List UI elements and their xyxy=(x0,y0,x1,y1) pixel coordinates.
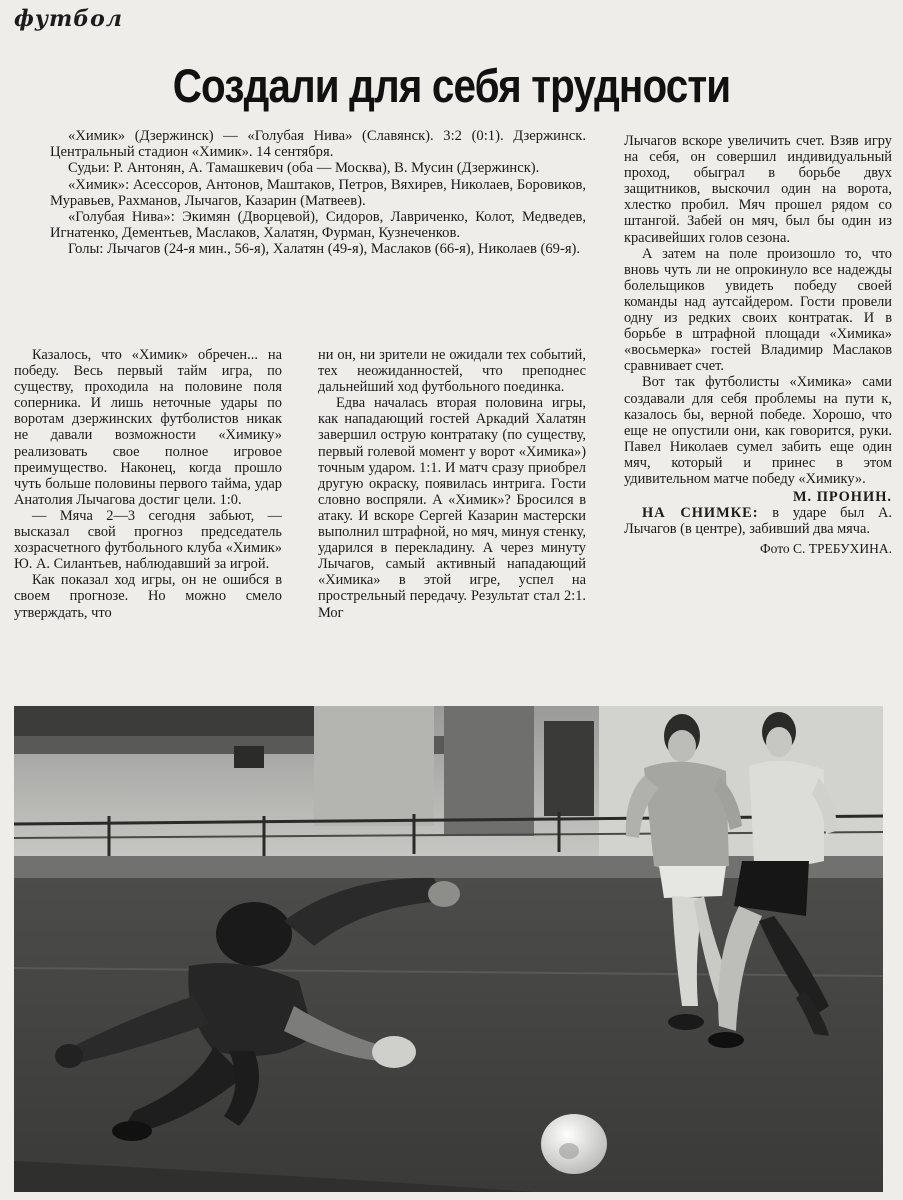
paragraph: Едва началась вторая половина игры, как нападающий гостей Аркадий Халатян завершил острую контратаку (по существу, первый голевой момент у ворот «Химика») точным ударом. 1:1. И матч сразу приобрел другую окраску, появилась интрига. Гости словно воспряли. А «Химик»? Бросился в атаку. И вскоре Сергей Казарин мастерски выполнил штрафной, но мяч, минуя стенку, ударился в перекладину. А через минуту Лычагов, самый активный нападающий «Химика» в этой игре, успел на прострельный передачу. Результат стал 2:1. Мог xyxy=(318,395,586,621)
match-info-block xyxy=(50,128,586,258)
match-referees: Судьи: Р. Антонян, А. Тамашкевич (оба — Москва), В. Мусин (Дзержинск). xyxy=(68,160,540,177)
article-column-2 xyxy=(318,347,586,621)
author-signature: М. ПРОНИН. xyxy=(792,489,892,506)
photo-caption xyxy=(624,505,892,537)
match-result: «Химик» (Дзержинск) — «Голубая Нива» (Славянск). 3:2 (0:1). Дзержинск. Центральный стадион «Химик». 14 сентября. xyxy=(50,128,586,161)
paragraph: Как показал ход игры, он не ошибся в своем прогнозе. Но можно смело утверждать, что xyxy=(14,572,282,621)
paragraph: ни он, ни зрители не ожидали тех событий, тех неожиданностей, что преподнес дальнейший ход футбольного поединка. xyxy=(318,347,586,396)
paragraph: — Мяча 2—3 сегодня забьют, — высказал свой прогноз председатель хозрасчетного футбольного клуба «Химик» Ю. А. Силантьев, наблюдавший за игрой. xyxy=(14,507,282,573)
article-column-3 xyxy=(624,133,892,557)
paragraph: Вот так футболисты «Химика» сами создавали для себя проблемы на пути к, казалось бы, верной победе. Хорошо, что еще не опустили они, как говорится, руки. Павел Николаев сумел забить еще один мяч, который и принес в этом удивительном матче победу «Химику». xyxy=(624,374,892,487)
article-column-1 xyxy=(14,347,282,621)
caption-label: НА СНИМКЕ: xyxy=(642,505,759,522)
article-headline: Создали для себя трудности xyxy=(172,59,731,112)
paragraph: Лычагов вскоре увеличить счет. Взяв игру на себя, он совершил индивидуальный проход, обыграл в борьбе двух защитников, выскочил один на ворота, хлестко пробил. Мяч прошел рядом со штангой. Забей он мяч, был бы один из красивейших голов сезона. xyxy=(624,133,892,246)
section-rubric: футбол xyxy=(14,6,123,32)
home-lineup: «Химик»: Асессоров, Антонов, Маштаков, Петров, Вяхирев, Николаев, Боровиков, Муравьев, Рахманов, Лычагов, Казарин (Матвеев). xyxy=(50,176,586,209)
caption-text: в ударе был А. Лычагов (в центре), забивший два мяча. xyxy=(624,505,892,538)
away-lineup: «Голубая Нива»: Экимян (Дворцевой), Сидоров, Лавриченко, Колот, Медведев, Игнатенко, Дементьев, Маслаков, Халатян, Фурман, Кузнеченков. xyxy=(50,209,586,242)
match-photo xyxy=(14,706,883,1192)
photo-credit: Фото С. ТРЕБУХИНА. xyxy=(759,541,892,557)
paragraph: Казалось, что «Химик» обречен... на победу. Весь первый тайм игра, по существу, проходила на половине поля соперника. И лишь неточные удары по воротам дзержинских футболистов никак не давали возможности «Химику» реализовать свое полное игровое преимущество. Наконец, когда прошло чуть больше половины первого тайма, удар Анатолия Лычагова достиг цели. 1:0. xyxy=(14,347,282,508)
goals-list: Голы: Лычагов (24-я мин., 56-я), Халатян (49-я), Маслаков (66-я), Николаев (69-я). xyxy=(68,241,581,258)
paragraph: А затем на поле произошло то, что вновь чуть ли не опрокинуло все надежды болельщиков увидеть победу своей команды над аутсайдером. Гости провели одну из редких своих контратак. И в борьбе в штрафной площади «Химика» «восьмерка» гостей Владимир Маслаков сравнивает счет. xyxy=(624,245,892,375)
